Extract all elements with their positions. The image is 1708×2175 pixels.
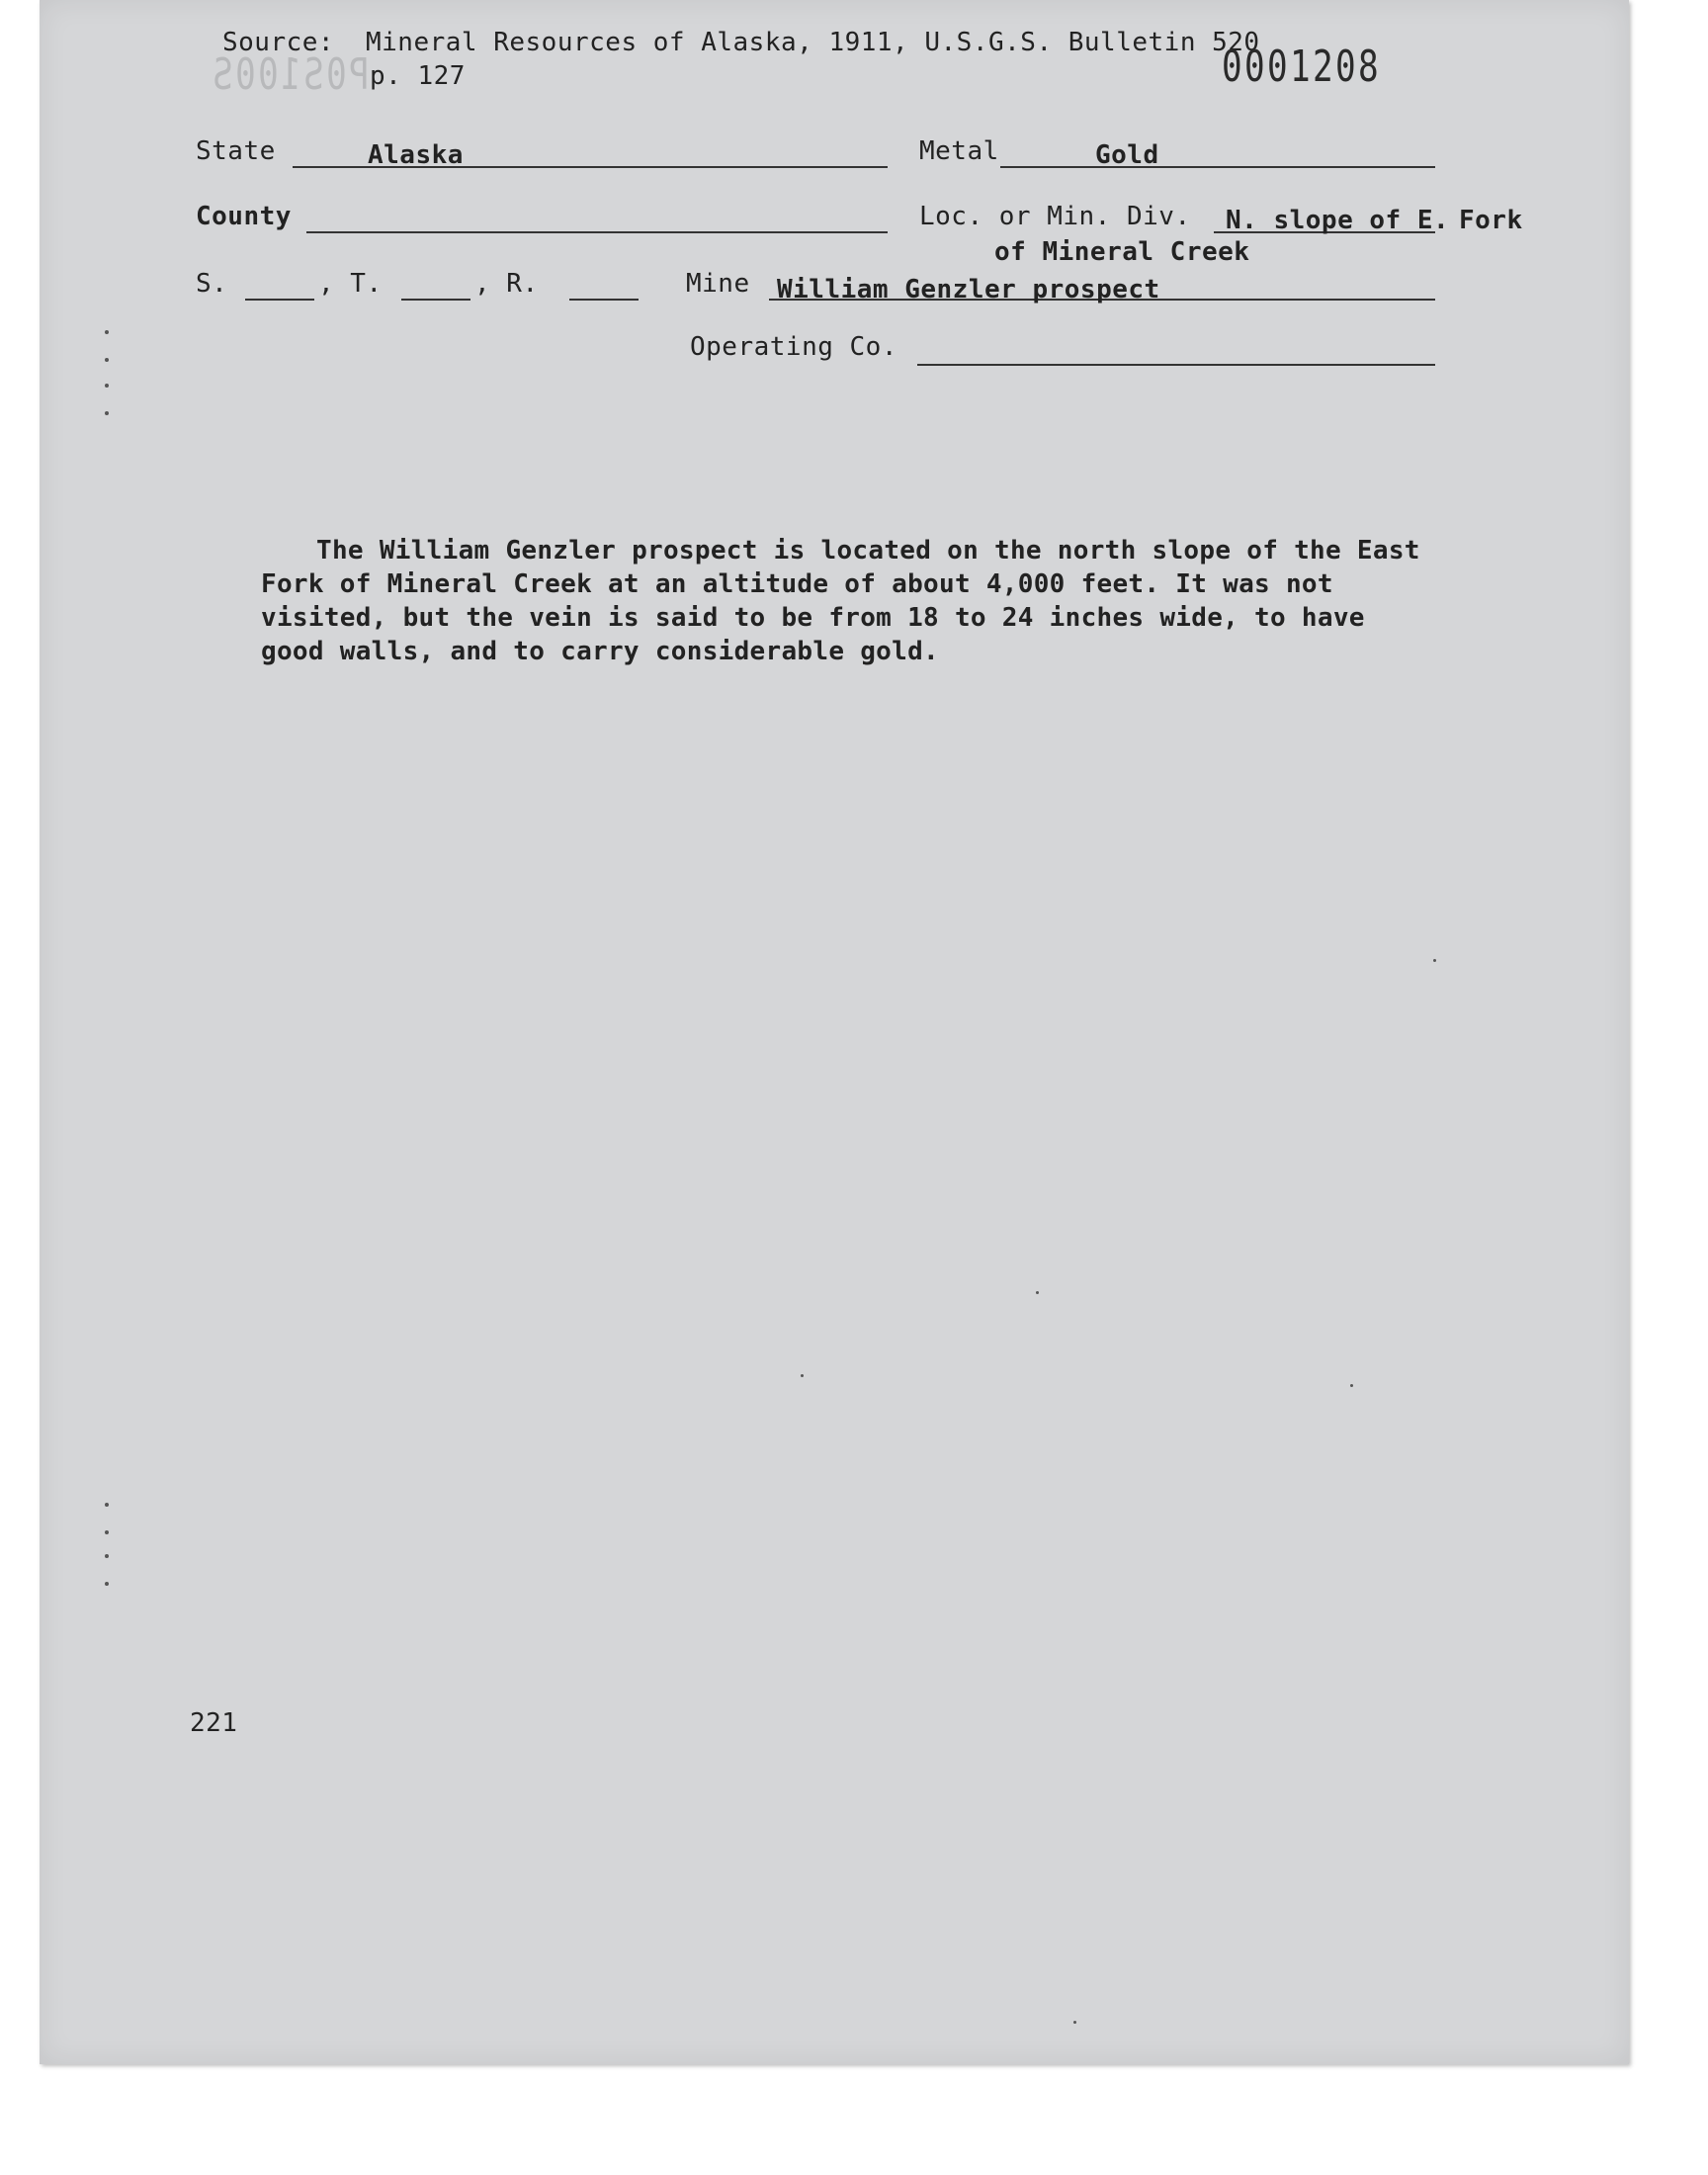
metal-field-line <box>1000 166 1435 168</box>
stamp-number: 0001208 <box>1222 42 1382 92</box>
range-field-line <box>569 299 639 301</box>
township-field-line <box>401 299 470 301</box>
county-label: County <box>196 202 292 231</box>
location-value-line2: of Mineral Creek <box>994 237 1250 267</box>
page-reference: p. 127 <box>370 61 466 91</box>
binder-mark <box>105 384 109 388</box>
state-label: State <box>196 136 276 166</box>
binder-mark <box>105 1554 109 1558</box>
metal-value: Gold <box>1095 140 1159 170</box>
location-value-line1-tail: Fork <box>1459 206 1523 235</box>
source-text: Mineral Resources of Alaska, 1911, U.S.G.S. Bulletin 520 <box>366 28 1260 57</box>
description-paragraph: The William Genzler prospect is located on the north slope of the East Fork of Mineral Creek at an altitude of about 4,000 feet. It was not visited, but the vein is said to be from 18 to 24 inches wide, to have good walls, and to carry considerable gold. <box>261 536 1420 666</box>
binder-mark <box>105 358 109 362</box>
location-value-line1: N. slope of E. <box>1226 206 1450 235</box>
county-field-line <box>306 231 888 233</box>
document-sheet <box>40 0 1629 2064</box>
operating-company-field-line <box>917 364 1435 366</box>
speck <box>801 1374 804 1377</box>
operating-company-label: Operating Co. <box>690 332 897 362</box>
mine-value: William Genzler prospect <box>777 275 1160 304</box>
section-field-line <box>245 299 314 301</box>
binder-mark <box>105 1582 109 1586</box>
speck <box>1036 1291 1039 1294</box>
binder-mark <box>105 1530 109 1534</box>
mine-label: Mine <box>686 269 750 299</box>
binder-mark <box>105 411 109 415</box>
township-label: , T. <box>318 269 383 299</box>
source-label: Source: <box>222 28 335 57</box>
state-value: Alaska <box>368 140 464 170</box>
range-label: , R. <box>474 269 539 299</box>
faint-stamp-number: P0S100S <box>210 49 370 100</box>
section-label: S. <box>196 269 228 299</box>
speck <box>1433 959 1436 962</box>
binder-mark <box>105 1503 109 1507</box>
speck <box>1350 1384 1353 1387</box>
speck <box>1073 2021 1076 2024</box>
binder-mark <box>105 330 109 334</box>
metal-label: Metal <box>919 136 999 166</box>
page-number: 221 <box>190 1708 238 1738</box>
location-label: Loc. or Min. Div. <box>919 202 1191 231</box>
